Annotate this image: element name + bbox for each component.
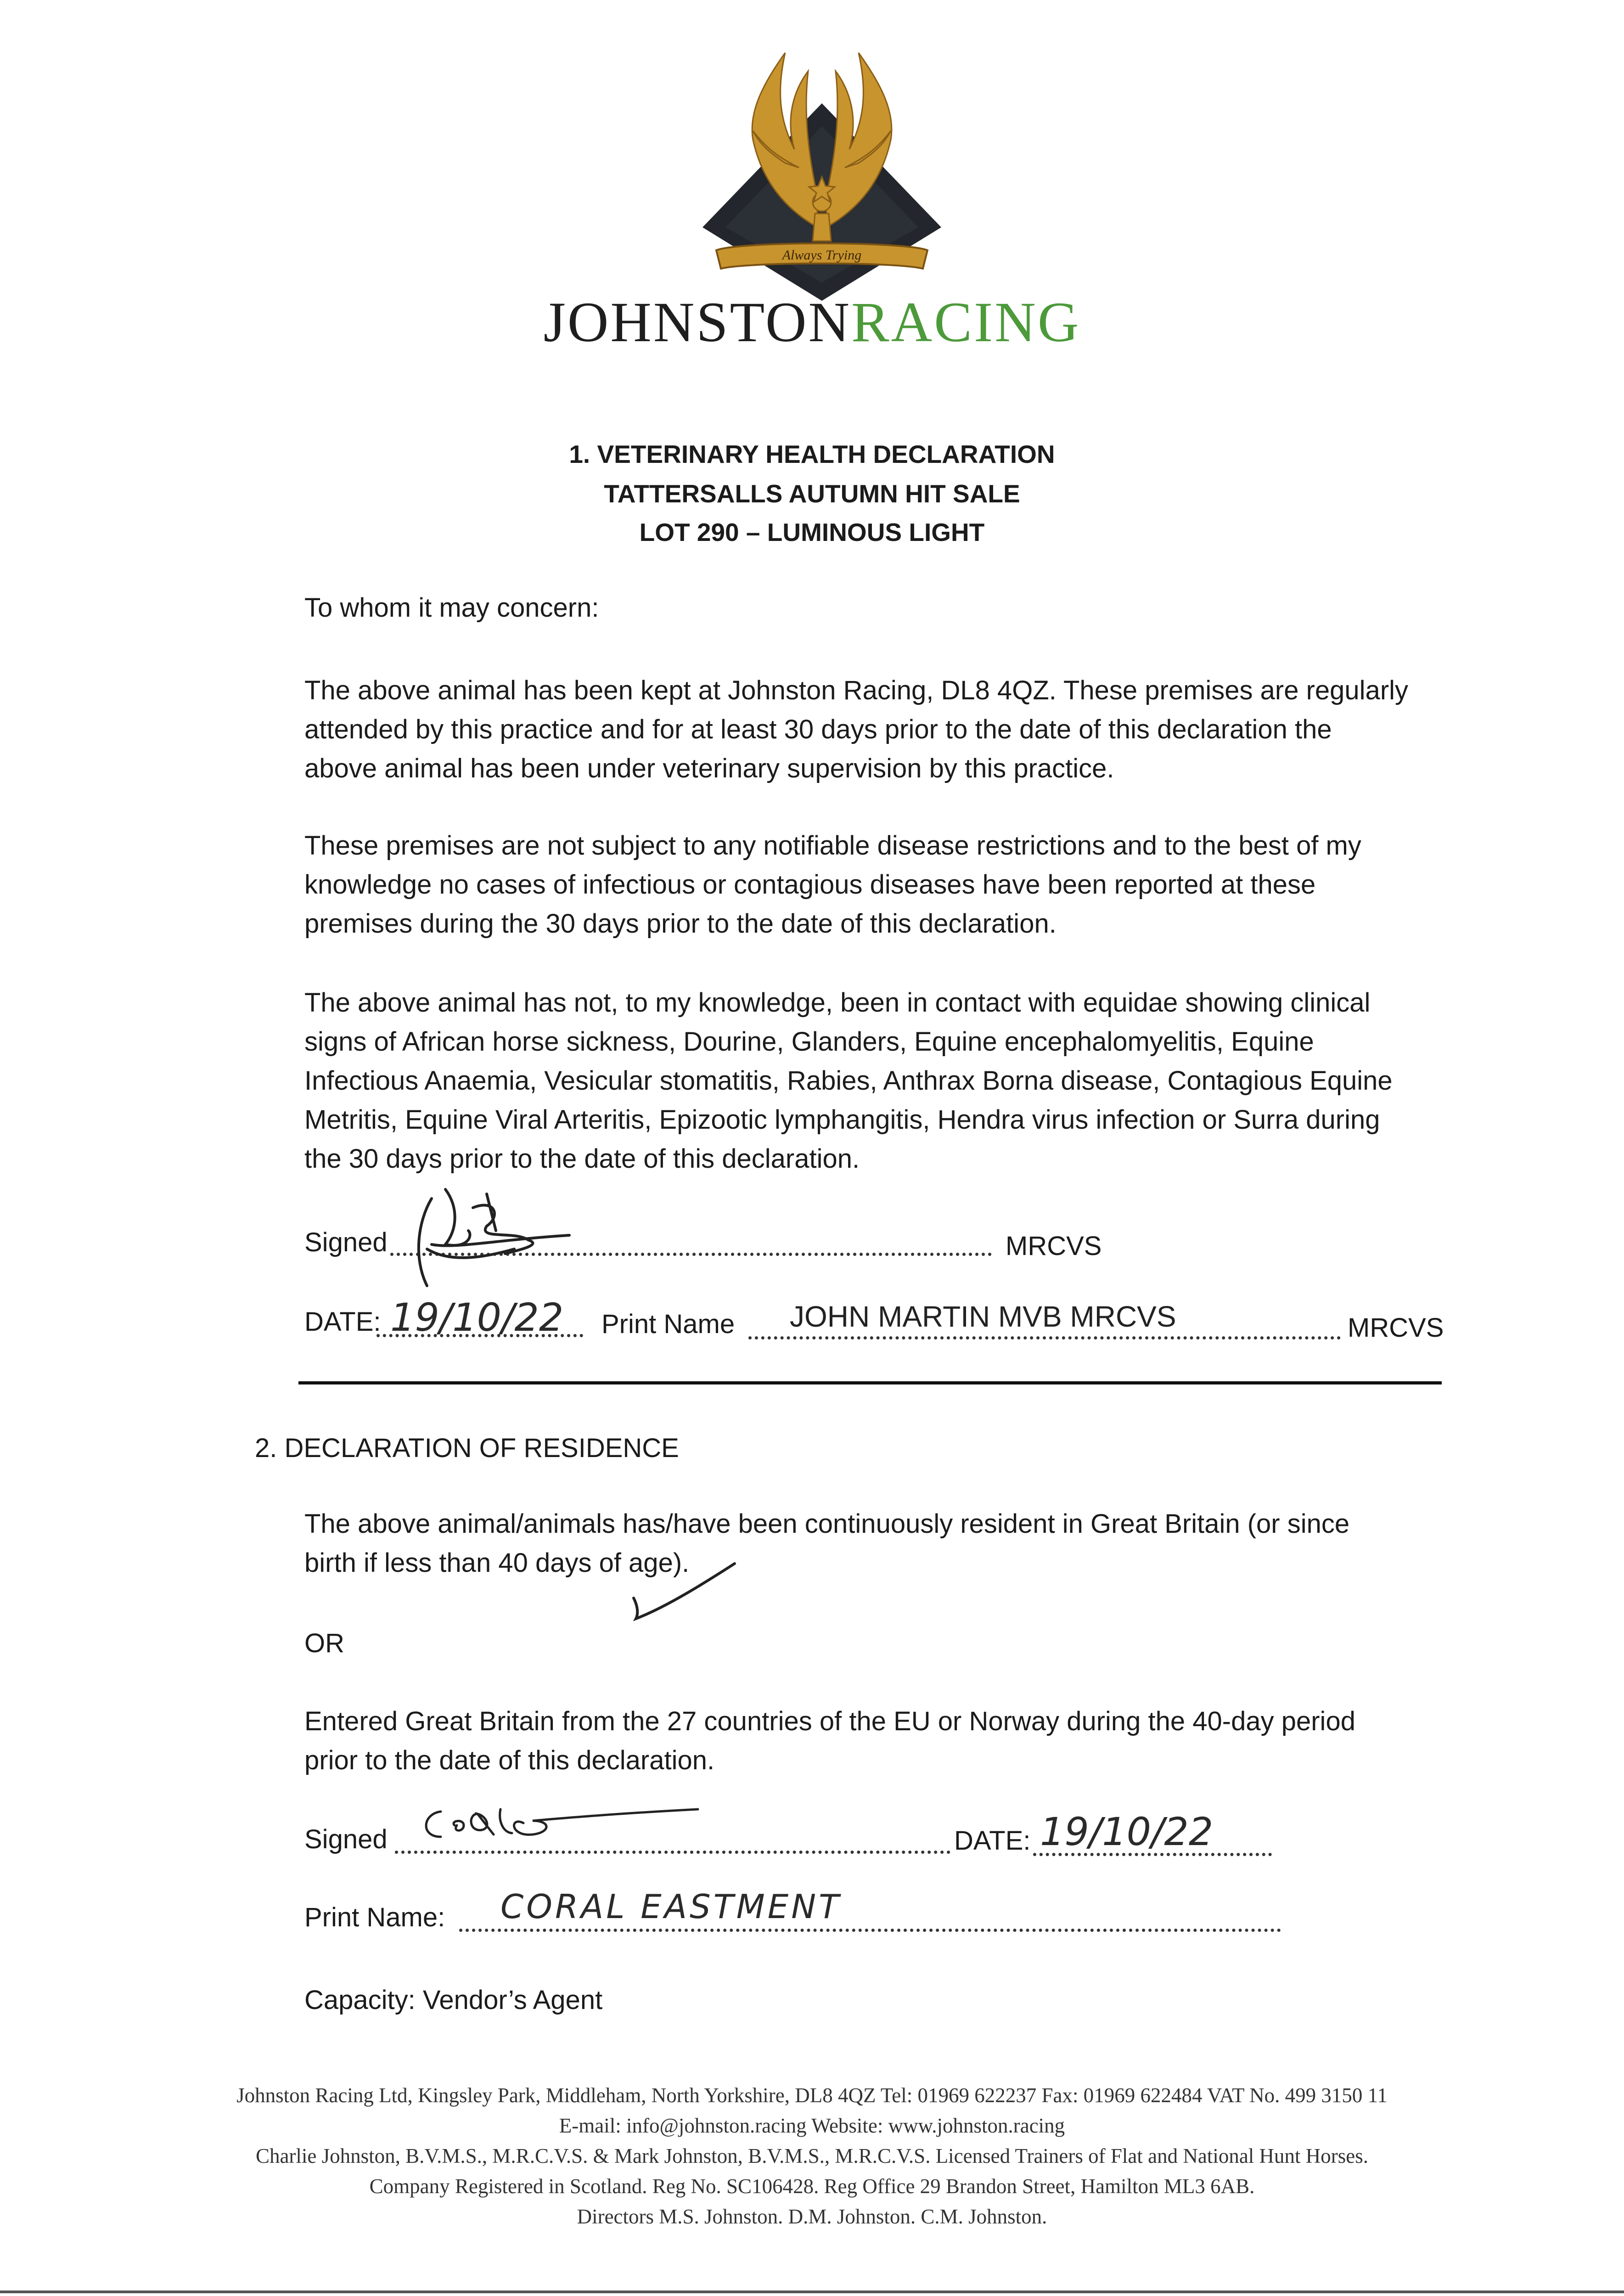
section1-paragraph-2: [304, 830, 1361, 947]
paragraph-line: signs of African horse sickness, Dourine, Glanders, Equine encephalomyelitis, Equine: [304, 1027, 1314, 1057]
agent-signed-label: Signed: [304, 1824, 388, 1854]
agent-signature-line: [395, 1851, 950, 1854]
footer-line: Johnston Racing Ltd, Kingsley Park, Middleham, North Yorkshire, DL8 4QZ Tel: 01969 622237 Fax: 01969 622484 VAT No. 499 3150 11: [236, 2084, 1388, 2107]
agent-print-name-label: Print Name:: [304, 1902, 445, 1932]
paragraph-line: above animal has been under veterinary supervision by this practice.: [304, 754, 1114, 783]
doc-title-line2: TATTERSALLS AUTUMN HIT SALE: [604, 479, 1020, 508]
salutation: To whom it may concern:: [304, 593, 599, 623]
vet-mrcvs-suffix: MRCVS: [1006, 1231, 1102, 1261]
section1-paragraph-1: [304, 675, 1408, 792]
paragraph-line: birth if less than 40 days of age).: [304, 1548, 690, 1578]
paragraph-line: knowledge no cases of infectious or contagious diseases have been reported at these: [304, 870, 1316, 900]
paragraph-line: attended by this practice and for at least 30 days prior to the date of this declaration the: [304, 715, 1332, 744]
paragraph-line: These premises are not subject to any notifiable disease restrictions and to the best of my: [304, 831, 1361, 861]
vet-date-value: 19/10/22: [390, 1295, 564, 1340]
agent-print-name-line: [459, 1929, 1281, 1932]
doc-title-line1: 1. VETERINARY HEALTH DECLARATION: [569, 440, 1055, 468]
vet-print-name-suffix: MRCVS: [1348, 1313, 1444, 1343]
logo-motto: Always Trying: [782, 248, 862, 263]
agent-capacity: Capacity: Vendor’s Agent: [304, 1985, 603, 2015]
section2-heading: 2. DECLARATION OF RESIDENCE: [255, 1433, 679, 1463]
agent-print-name-value: CORAL EASTMENT: [500, 1887, 842, 1926]
section2-paragraph-1: [304, 1508, 1349, 1587]
vet-print-name-line: [748, 1336, 1341, 1339]
footer-line: Charlie Johnston, B.V.M.S., M.R.C.V.S. & Mark Johnston, B.V.M.S., M.R.C.V.S. Licensed Trainers of Flat and National Hunt Horses.: [255, 2144, 1369, 2167]
paragraph-line: The above animal has been kept at Johnston Racing, DL8 4QZ. These premises are regularly: [304, 675, 1409, 705]
vet-print-name-label: Print Name: [601, 1309, 735, 1339]
residence-checkmark: [624, 1557, 744, 1630]
paragraph-line: Infectious Anaemia, Vesicular stomatitis, Rabies, Anthrax Borna disease, Contagious Equine: [304, 1066, 1393, 1096]
vet-signed-label: Signed: [304, 1227, 388, 1257]
brand-part1: JOHNSTON: [543, 291, 852, 354]
footer-line: Directors M.S. Johnston. D.M. Johnston. C.M. Johnston.: [577, 2205, 1047, 2228]
footer-line: E-mail: info@johnston.racing Website: www.johnston.racing: [559, 2114, 1065, 2137]
section1-paragraph-3: [304, 987, 1393, 1182]
brand-wordmark: [0, 291, 1624, 354]
scan-bottom-edge: [0, 2290, 1624, 2293]
section2-paragraph-2: [304, 1706, 1355, 1784]
paragraph-line: premises during the 30 days prior to the date of this declaration.: [304, 909, 1056, 939]
paragraph-line: The above animal has not, to my knowledge, been in contact with equidae showing clinical: [304, 988, 1371, 1018]
or-label: OR: [304, 1628, 344, 1658]
paragraph-line: the 30 days prior to the date of this declaration.: [304, 1144, 860, 1174]
footer-line: Company Registered in Scotland. Reg No. SC106428. Reg Office 29 Brandon Street, Hamilton ML3 6AB.: [369, 2175, 1255, 2198]
agent-date-value: 19/10/22: [1040, 1809, 1214, 1854]
section-divider: [298, 1381, 1442, 1384]
vet-handwritten-signature: [376, 1180, 606, 1300]
brand-part2: RACING: [851, 291, 1081, 354]
paragraph-line: Entered Great Britain from the 27 countries of the EU or Norway during the 40-day period: [304, 1706, 1355, 1736]
agent-date-label: DATE:: [954, 1826, 1031, 1856]
doc-title-line3: LOT 290 – LUMINOUS LIGHT: [639, 518, 985, 546]
company-footer: [0, 2080, 1624, 2232]
vet-print-name-value: JOHN MARTIN MVB MRCVS: [790, 1300, 1176, 1333]
agent-handwritten-signature: [413, 1800, 707, 1851]
paragraph-line: prior to the date of this declaration.: [304, 1745, 715, 1775]
vet-date-label: DATE:: [304, 1307, 381, 1337]
paragraph-line: Metritis, Equine Viral Arteritis, Epizootic lymphangitis, Hendra virus infection or Surra during: [304, 1105, 1380, 1135]
johnston-racing-logo: [647, 44, 996, 301]
paragraph-line: The above animal/animals has/have been continuously resident in Great Britain (or since: [304, 1509, 1350, 1539]
